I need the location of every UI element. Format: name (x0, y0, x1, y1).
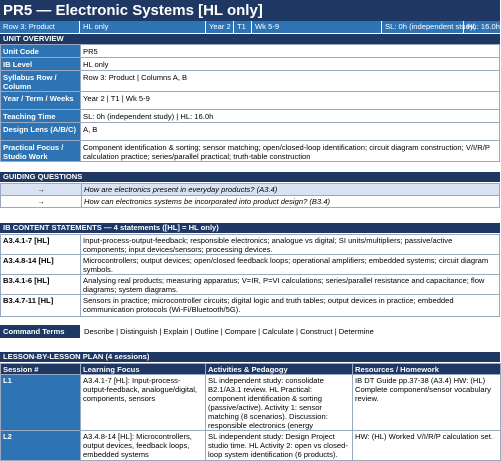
guiding-question: How can electronics systems be incorporated into product design? (B3.4) (82, 196, 500, 208)
column-header: Session # (1, 364, 81, 375)
overview-value: PR5 (81, 45, 500, 58)
guiding-question: How are electronics present in everyday products? (A3.4) (82, 184, 500, 196)
command-terms-label: Command Terms (0, 325, 80, 338)
command-terms (0, 325, 500, 338)
overview-label: IB Level (1, 58, 81, 71)
statements-table (0, 234, 500, 317)
lesson-activities: SL independent study: Design Project studio time. HL Activity 2: open vs closed-loop system identification (6 products). (206, 431, 353, 461)
overview-label: Teaching Time (1, 110, 81, 123)
lessons-header-row (1, 364, 501, 375)
statement-text: Input-process-output-feedback; responsible electronics; analogue vs digital; SI units/multipliers; passive/active components; input devices/sensors; processing devices. (81, 235, 500, 255)
overview-table (0, 44, 500, 162)
strip-level: HL only (80, 21, 206, 33)
statements-heading: IB CONTENT STATEMENTS — 4 statements ([HL] = HL only) (0, 223, 500, 233)
statement-code: B3.4.1-6 [HL] (1, 275, 81, 295)
column-header: Activities & Pedagogy (206, 364, 353, 375)
overview-value: Component identification & sorting; sensor matching; open/closed-loop identification; circuit diagram construction; V/I/R/P calculation practice; series/parallel practical; truth-table construction (81, 141, 500, 162)
statement-row (1, 235, 500, 255)
statement-text: Microcontrollers; output devices; open/closed feedback loops; operational amplifiers; embedded systems; circuit diagram symbols. (81, 255, 500, 275)
overview-label: Unit Code (1, 45, 81, 58)
guiding-row (1, 184, 500, 196)
strip-year: Year 2 (206, 21, 234, 33)
lesson-row (1, 375, 501, 431)
lessons-table (0, 363, 501, 461)
overview-value: HL only (81, 58, 500, 71)
lessons-heading: LESSON-BY-LESSON PLAN (4 sessions) (0, 352, 500, 362)
page-title: PR5 — Electronic Systems [HL only] (0, 0, 500, 21)
statement-row (1, 295, 500, 317)
overview-value: SL: 0h (independent study) | HL: 16.0h (81, 110, 500, 123)
overview-label: Design Lens (A/B/C) (1, 123, 81, 141)
arrow-icon: → (1, 184, 82, 196)
strip-row: Row 3: Product (0, 21, 80, 33)
overview-value: Year 2 | T1 | Wk 5-9 (81, 92, 500, 110)
header-strip (0, 21, 500, 33)
strip-term: T1 (234, 21, 252, 33)
overview-label: Year / Term / Weeks (1, 92, 81, 110)
overview-heading: UNIT OVERVIEW (0, 34, 500, 44)
overview-row (1, 71, 500, 92)
strip-sl-hours: SL: 0h (independent study) (382, 21, 464, 33)
statement-code: A3.4.8-14 [HL] (1, 255, 81, 275)
statement-code: A3.4.1-7 [HL] (1, 235, 81, 255)
column-header: Resources / Homework (353, 364, 501, 375)
lesson-row (1, 431, 501, 461)
overview-row (1, 123, 500, 141)
statement-text: Analysing real products; measuring apparatus; V=IR, P=VI calculations; series/parallel resistance and capacitance; flow diagrams; system diagrams. (81, 275, 500, 295)
overview-row (1, 45, 500, 58)
statement-text: Sensors in practice; microcontroller circuits; digital logic and truth tables; output devices in practice; embedded communication protocols (Wi-Fi/Bluetooth/5G). (81, 295, 500, 317)
guiding-heading: GUIDING QUESTIONS (0, 172, 500, 182)
statement-code: B3.4.7-11 [HL] (1, 295, 81, 317)
lesson-session: L1 (1, 375, 81, 431)
column-header: Learning Focus (81, 364, 206, 375)
strip-hl-hours: HL: 16.0h (467, 22, 500, 31)
arrow-icon: → (1, 196, 82, 208)
lesson-session: L2 (1, 431, 81, 461)
lesson-resources: IB DT Guide pp.37-38 (A3.4) HW: (HL) Complete component/sensor vocabulary review. (353, 375, 501, 431)
guiding-row (1, 196, 500, 208)
overview-label: Syllabus Row / Column (1, 71, 81, 92)
overview-row (1, 141, 500, 162)
overview-value: A, B (81, 123, 500, 141)
overview-label: Practical Focus / Studio Work (1, 141, 81, 162)
strip-weeks: Wk 5-9 (252, 21, 382, 33)
overview-row (1, 110, 500, 123)
statement-row (1, 255, 500, 275)
overview-row (1, 58, 500, 71)
lesson-activities: SL independent study: consolidate B2.1/A3.1 review. HL Practical: component identification & sorting (passive/active). Activity 1: sensor matching (8 scenarios). Discussion: responsible electronics (energy (206, 375, 353, 431)
guiding-table (0, 183, 500, 208)
overview-row (1, 92, 500, 110)
lesson-focus: A3.4.8-14 [HL]: Microcontrollers, output devices, feedback loops, embedded systems (81, 431, 206, 461)
lesson-focus: A3.4.1-7 [HL]: Input-process-output-feedback, analogue/digital, components, sensors (81, 375, 206, 431)
command-terms-list: Describe | Distinguish | Explain | Outline | Compare | Calculate | Construct | Determine (84, 327, 374, 336)
overview-value: Row 3: Product | Columns A, B (81, 71, 500, 92)
statement-row (1, 275, 500, 295)
lesson-resources: HW: (HL) Worked V/I/R/P calculation set. (353, 431, 501, 461)
